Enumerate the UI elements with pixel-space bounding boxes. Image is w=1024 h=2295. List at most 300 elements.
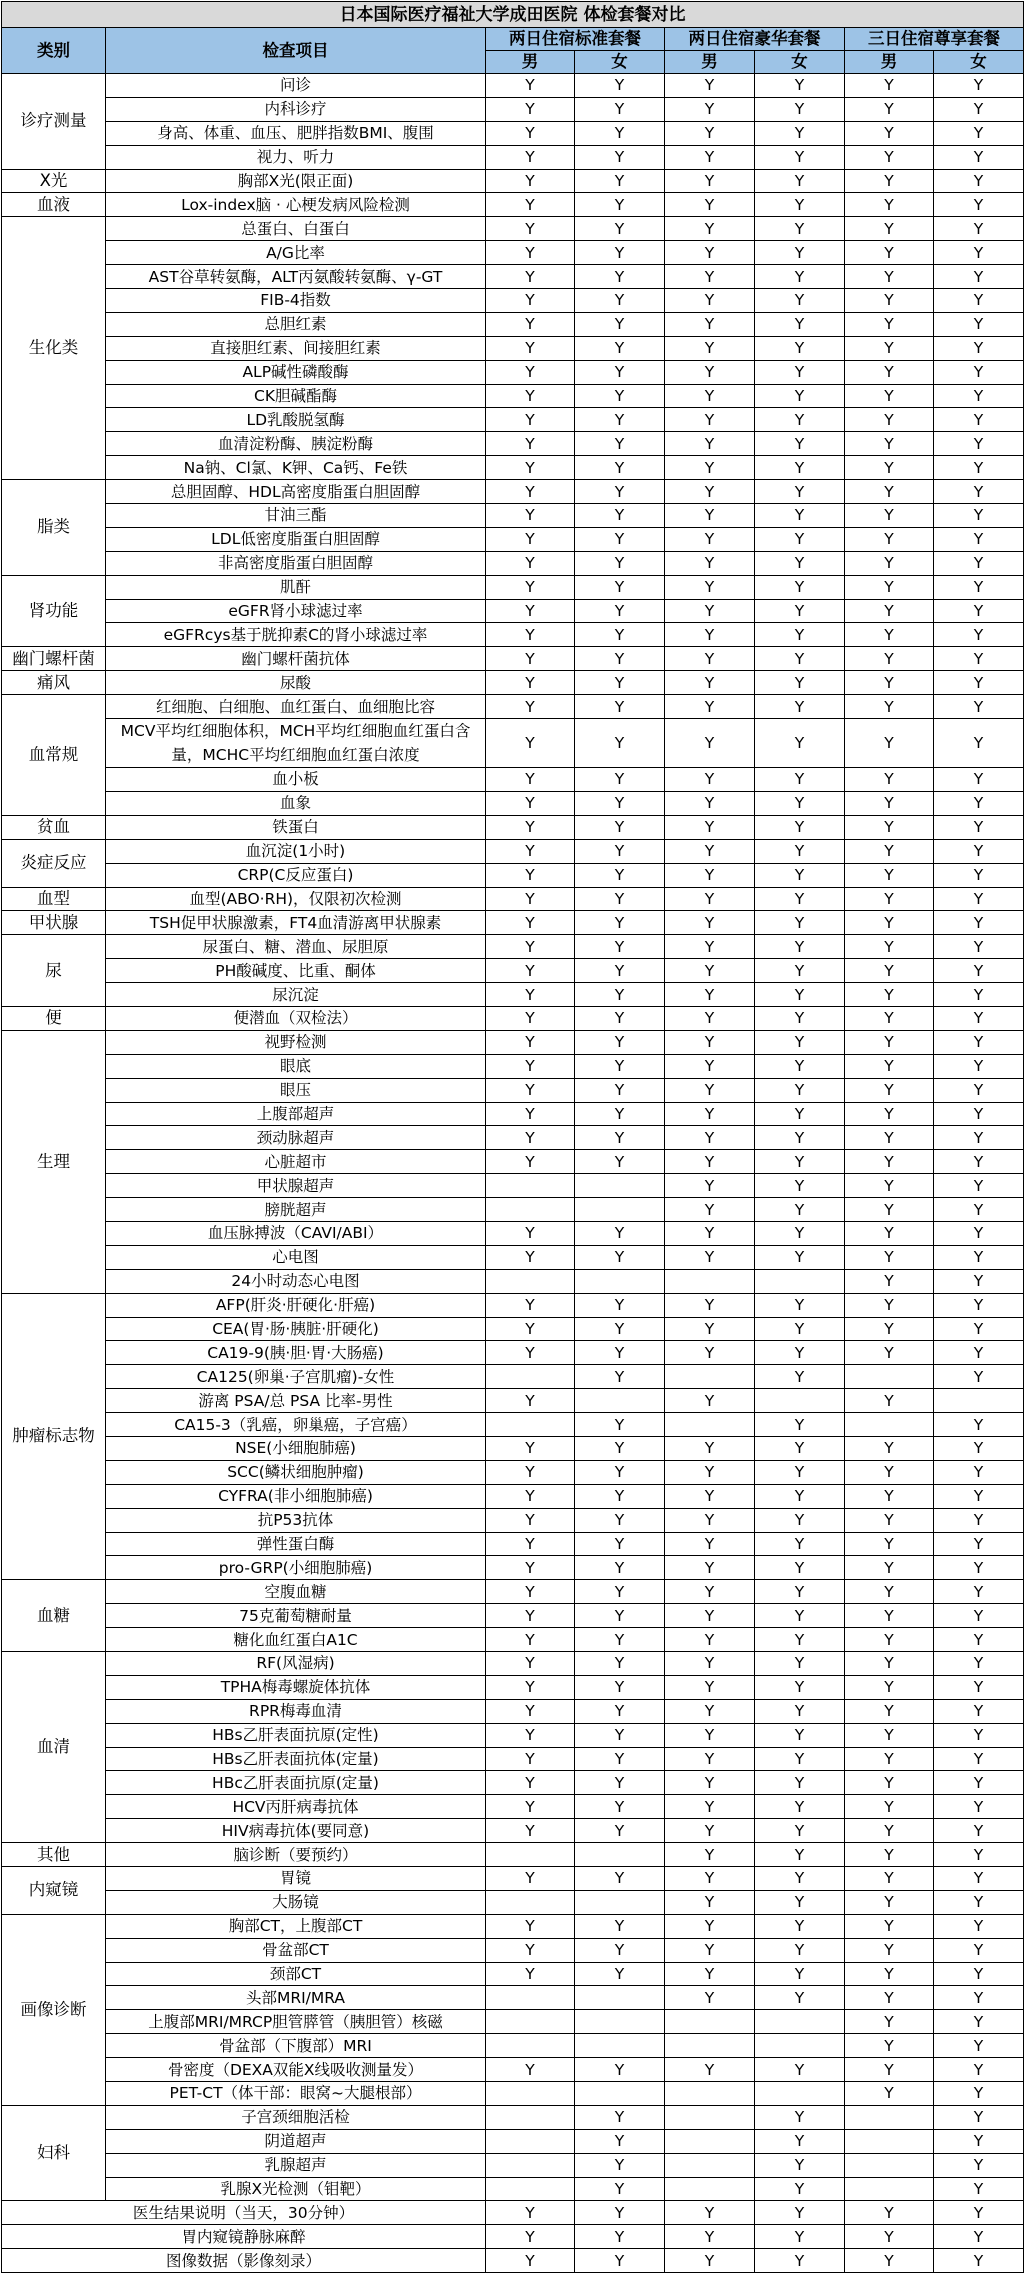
- mark-cell: Y: [755, 384, 845, 408]
- mark-cell: Y: [575, 2153, 665, 2177]
- mark-cell: Y: [575, 289, 665, 313]
- item-cell: 颈动脉超声: [106, 1126, 486, 1150]
- item-cell: 骨盆部（下腹部）MRI: [106, 2034, 486, 2058]
- mark-cell: Y: [934, 1532, 1024, 1556]
- table-row: [2, 1532, 1024, 1556]
- mark-cell: Y: [845, 97, 934, 121]
- mark-cell: Y: [845, 2082, 934, 2106]
- mark-cell: Y: [755, 2058, 845, 2082]
- item-cell: 大肠镜: [106, 1890, 486, 1914]
- mark-cell: Y: [486, 1914, 575, 1938]
- mark-cell: Y: [665, 1843, 755, 1867]
- mark-cell: Y: [575, 169, 665, 193]
- mark-cell: Y: [934, 671, 1024, 695]
- mark-cell: Y: [934, 911, 1024, 935]
- mark-cell: Y: [845, 504, 934, 528]
- mark-cell: Y: [665, 863, 755, 887]
- mark-cell: Y: [486, 1078, 575, 1102]
- mark-cell: Y: [755, 1628, 845, 1652]
- mark-cell: Y: [845, 983, 934, 1007]
- mark-cell: Y: [845, 1484, 934, 1508]
- mark-cell: Y: [665, 1771, 755, 1795]
- table-row: [2, 145, 1024, 169]
- category-cell: 生理: [2, 1030, 106, 1293]
- item-cell: NSE(小细胞肺癌): [106, 1436, 486, 1460]
- item-cell: 血沉淀(1小时): [106, 839, 486, 863]
- mark-cell: Y: [486, 647, 575, 671]
- mark-cell: Y: [934, 193, 1024, 217]
- mark-cell: Y: [845, 2201, 934, 2225]
- mark-cell: Y: [575, 1556, 665, 1580]
- table-row: [2, 1747, 1024, 1771]
- mark-cell: [486, 2129, 575, 2153]
- item-cell: CYFRA(非小细胞肺癌): [106, 1484, 486, 1508]
- item-cell: 胸部X光(限正面): [106, 169, 486, 193]
- table-row: [2, 1054, 1024, 1078]
- mark-cell: Y: [575, 647, 665, 671]
- mark-cell: Y: [845, 719, 934, 768]
- table-row: [2, 1365, 1024, 1389]
- mark-cell: Y: [845, 1460, 934, 1484]
- item-cell: 甘油三酯: [106, 504, 486, 528]
- mark-cell: Y: [486, 2058, 575, 2082]
- mark-cell: Y: [755, 1006, 845, 1030]
- mark-cell: Y: [486, 97, 575, 121]
- item-cell: 直接胆红素、间接胆红素: [106, 336, 486, 360]
- mark-cell: Y: [486, 193, 575, 217]
- table-row: [2, 1269, 1024, 1293]
- category-cell: 痛风: [2, 671, 106, 695]
- mark-cell: Y: [755, 1795, 845, 1819]
- item-cell: 血小板: [106, 768, 486, 792]
- mark-cell: Y: [575, 74, 665, 98]
- mark-cell: Y: [665, 1652, 755, 1676]
- table-row: [2, 504, 1024, 528]
- mark-cell: Y: [934, 1006, 1024, 1030]
- category-cell: 炎症反应: [2, 839, 106, 887]
- table-row: [2, 791, 1024, 815]
- mark-cell: Y: [575, 2058, 665, 2082]
- mark-cell: Y: [486, 504, 575, 528]
- table-row: [2, 1317, 1024, 1341]
- mark-cell: Y: [845, 1747, 934, 1771]
- mark-cell: [486, 1986, 575, 2010]
- mark-cell: Y: [755, 1604, 845, 1628]
- item-cell: 身高、体重、血压、肥胖指数BMI、腹围: [106, 121, 486, 145]
- mark-cell: Y: [845, 193, 934, 217]
- mark-cell: Y: [665, 719, 755, 768]
- mark-cell: Y: [845, 599, 934, 623]
- mark-cell: Y: [845, 863, 934, 887]
- table-row: [2, 97, 1024, 121]
- item-cell: 空腹血糖: [106, 1580, 486, 1604]
- mark-cell: Y: [486, 1317, 575, 1341]
- mark-cell: Y: [755, 1245, 845, 1269]
- mark-cell: Y: [575, 1580, 665, 1604]
- mark-cell: Y: [665, 935, 755, 959]
- item-cell: 总胆固醇、HDL高密度脂蛋白胆固醇: [106, 480, 486, 504]
- mark-cell: Y: [845, 1293, 934, 1317]
- mark-cell: Y: [934, 647, 1024, 671]
- table-row: [2, 456, 1024, 480]
- mark-cell: Y: [665, 551, 755, 575]
- table-row: [2, 1771, 1024, 1795]
- mark-cell: Y: [665, 1580, 755, 1604]
- mark-cell: Y: [575, 671, 665, 695]
- mark-cell: Y: [486, 2249, 575, 2273]
- table-row: [2, 312, 1024, 336]
- mark-cell: Y: [665, 1198, 755, 1222]
- mark-cell: Y: [845, 1054, 934, 1078]
- item-cell: 尿酸: [106, 671, 486, 695]
- mark-cell: Y: [934, 695, 1024, 719]
- mark-cell: Y: [575, 959, 665, 983]
- category-cell: X光: [2, 169, 106, 193]
- mark-cell: [575, 1890, 665, 1914]
- item-cell: 非高密度脂蛋白胆固醇: [106, 551, 486, 575]
- item-cell: pro-GRP(小细胞肺癌): [106, 1556, 486, 1580]
- mark-cell: Y: [845, 336, 934, 360]
- mark-cell: Y: [575, 1245, 665, 1269]
- mark-cell: Y: [755, 74, 845, 98]
- item-cell: 弹性蛋白酶: [106, 1532, 486, 1556]
- mark-cell: Y: [845, 360, 934, 384]
- mark-cell: Y: [486, 241, 575, 265]
- mark-cell: Y: [665, 911, 755, 935]
- mark-cell: Y: [755, 911, 845, 935]
- mark-cell: Y: [934, 1269, 1024, 1293]
- table-row: [2, 1030, 1024, 1054]
- category-cell: 血型: [2, 887, 106, 911]
- mark-cell: Y: [845, 1532, 934, 1556]
- item-cell: 医生结果说明（当天，30分钟）: [2, 2201, 486, 2225]
- item-cell: 骨密度（DEXA双能X线吸收测量发）: [106, 2058, 486, 2082]
- mark-cell: Y: [934, 1795, 1024, 1819]
- mark-cell: Y: [665, 1102, 755, 1126]
- mark-cell: Y: [665, 1532, 755, 1556]
- mark-cell: [665, 2034, 755, 2058]
- mark-cell: [665, 2153, 755, 2177]
- mark-cell: Y: [755, 169, 845, 193]
- table-row: [2, 647, 1024, 671]
- item-cell: 抗P53抗体: [106, 1508, 486, 1532]
- table-row: [2, 360, 1024, 384]
- mark-cell: Y: [575, 1508, 665, 1532]
- table-row: [2, 719, 1024, 768]
- title-row: [2, 2, 1024, 28]
- mark-cell: Y: [845, 1341, 934, 1365]
- mark-cell: Y: [665, 312, 755, 336]
- table-row: [2, 1413, 1024, 1437]
- mark-cell: Y: [486, 1054, 575, 1078]
- mark-cell: Y: [486, 839, 575, 863]
- mark-cell: Y: [665, 575, 755, 599]
- table-row: [2, 527, 1024, 551]
- mark-cell: Y: [665, 241, 755, 265]
- item-cell: PH酸碱度、比重、酮体: [106, 959, 486, 983]
- mark-cell: Y: [486, 1795, 575, 1819]
- mark-cell: Y: [755, 217, 845, 241]
- mark-cell: Y: [665, 336, 755, 360]
- mark-cell: Y: [755, 480, 845, 504]
- mark-cell: Y: [845, 527, 934, 551]
- item-cell: 血象: [106, 791, 486, 815]
- mark-cell: Y: [575, 1795, 665, 1819]
- table-row: [2, 935, 1024, 959]
- table-row: [2, 815, 1024, 839]
- mark-cell: Y: [755, 1652, 845, 1676]
- mark-cell: Y: [845, 456, 934, 480]
- mark-cell: Y: [845, 1245, 934, 1269]
- table-row: [2, 1006, 1024, 1030]
- item-cell: 阴道超声: [106, 2129, 486, 2153]
- mark-cell: Y: [845, 1723, 934, 1747]
- mark-cell: Y: [575, 1365, 665, 1389]
- mark-cell: Y: [575, 1604, 665, 1628]
- mark-cell: Y: [665, 480, 755, 504]
- mark-cell: Y: [575, 575, 665, 599]
- category-cell: 甲状腺: [2, 911, 106, 935]
- mark-cell: Y: [845, 312, 934, 336]
- table-row: [2, 2225, 1024, 2249]
- mark-cell: Y: [486, 1389, 575, 1413]
- mark-cell: Y: [934, 1078, 1024, 1102]
- mark-cell: Y: [665, 1675, 755, 1699]
- category-cell: 血液: [2, 193, 106, 217]
- table-row: [2, 193, 1024, 217]
- mark-cell: Y: [575, 1317, 665, 1341]
- mark-cell: Y: [755, 97, 845, 121]
- mark-cell: Y: [934, 1150, 1024, 1174]
- mark-cell: Y: [486, 911, 575, 935]
- mark-cell: Y: [934, 863, 1024, 887]
- mark-cell: Y: [755, 1030, 845, 1054]
- mark-cell: Y: [486, 408, 575, 432]
- mark-cell: Y: [845, 1436, 934, 1460]
- mark-cell: [665, 2010, 755, 2034]
- mark-cell: Y: [486, 623, 575, 647]
- mark-cell: Y: [845, 432, 934, 456]
- header-female: 女: [934, 51, 1024, 74]
- mark-cell: Y: [486, 169, 575, 193]
- mark-cell: Y: [845, 217, 934, 241]
- item-cell: SCC(鳞状细胞肿瘤): [106, 1460, 486, 1484]
- category-cell: 贫血: [2, 815, 106, 839]
- mark-cell: Y: [486, 1699, 575, 1723]
- mark-cell: Y: [845, 2249, 934, 2273]
- mark-cell: [486, 2034, 575, 2058]
- table-row: [2, 217, 1024, 241]
- mark-cell: Y: [575, 815, 665, 839]
- mark-cell: Y: [665, 839, 755, 863]
- mark-cell: Y: [934, 74, 1024, 98]
- mark-cell: Y: [934, 121, 1024, 145]
- mark-cell: Y: [934, 432, 1024, 456]
- mark-cell: Y: [665, 768, 755, 792]
- mark-cell: [665, 2177, 755, 2201]
- mark-cell: Y: [755, 599, 845, 623]
- mark-cell: Y: [934, 408, 1024, 432]
- mark-cell: Y: [934, 935, 1024, 959]
- mark-cell: [575, 1389, 665, 1413]
- item-cell: MCV平均红细胞体积，MCH平均红细胞血红蛋白含量，MCHC平均红细胞血红蛋白浓度: [106, 719, 486, 768]
- header-row-1: [2, 28, 1024, 51]
- table-row: [2, 2082, 1024, 2106]
- mark-cell: Y: [934, 527, 1024, 551]
- mark-cell: Y: [665, 1293, 755, 1317]
- mark-cell: Y: [755, 1532, 845, 1556]
- mark-cell: Y: [755, 623, 845, 647]
- item-cell: CEA(胃·肠·胰脏·肝硬化): [106, 1317, 486, 1341]
- mark-cell: Y: [934, 1699, 1024, 1723]
- table-row: [2, 1484, 1024, 1508]
- mark-cell: Y: [575, 1938, 665, 1962]
- item-cell: RPR梅毒血清: [106, 1699, 486, 1723]
- mark-cell: Y: [575, 2225, 665, 2249]
- mark-cell: Y: [755, 121, 845, 145]
- mark-cell: [486, 2082, 575, 2106]
- mark-cell: Y: [665, 217, 755, 241]
- mark-cell: Y: [575, 1030, 665, 1054]
- table-row: [2, 1389, 1024, 1413]
- item-cell: 血压脉搏波（CAVI/ABI）: [106, 1221, 486, 1245]
- mark-cell: Y: [755, 671, 845, 695]
- mark-cell: Y: [755, 241, 845, 265]
- mark-cell: Y: [575, 1078, 665, 1102]
- item-cell: 血型(ABO·RH)，仅限初次检测: [106, 887, 486, 911]
- mark-cell: Y: [845, 1795, 934, 1819]
- mark-cell: Y: [845, 1652, 934, 1676]
- mark-cell: [575, 1198, 665, 1222]
- mark-cell: Y: [755, 1436, 845, 1460]
- mark-cell: Y: [575, 768, 665, 792]
- table-row: [2, 1675, 1024, 1699]
- mark-cell: Y: [755, 360, 845, 384]
- mark-cell: Y: [486, 695, 575, 719]
- mark-cell: Y: [934, 2082, 1024, 2106]
- mark-cell: Y: [934, 1771, 1024, 1795]
- mark-cell: Y: [755, 647, 845, 671]
- mark-cell: Y: [845, 1843, 934, 1867]
- mark-cell: Y: [934, 1508, 1024, 1532]
- item-cell: 脑诊断（要预约）: [106, 1843, 486, 1867]
- table-row: [2, 2201, 1024, 2225]
- table-row: [2, 1795, 1024, 1819]
- mark-cell: Y: [755, 1365, 845, 1389]
- mark-cell: Y: [934, 1341, 1024, 1365]
- mark-cell: Y: [755, 863, 845, 887]
- mark-cell: Y: [486, 1604, 575, 1628]
- mark-cell: [845, 2105, 934, 2129]
- mark-cell: Y: [486, 432, 575, 456]
- mark-cell: [755, 1389, 845, 1413]
- category-cell: 内窥镜: [2, 1867, 106, 1915]
- mark-cell: [486, 1413, 575, 1437]
- mark-cell: Y: [486, 599, 575, 623]
- mark-cell: Y: [665, 456, 755, 480]
- mark-cell: [665, 2105, 755, 2129]
- item-cell: 乳腺超声: [106, 2153, 486, 2177]
- mark-cell: Y: [934, 1460, 1024, 1484]
- table-row: [2, 671, 1024, 695]
- mark-cell: Y: [575, 935, 665, 959]
- mark-cell: Y: [845, 959, 934, 983]
- mark-cell: Y: [665, 1054, 755, 1078]
- table-row: [2, 1986, 1024, 2010]
- mark-cell: Y: [934, 1174, 1024, 1198]
- mark-cell: Y: [934, 983, 1024, 1007]
- mark-cell: Y: [755, 935, 845, 959]
- mark-cell: Y: [575, 1771, 665, 1795]
- package-comparison-table: [1, 1, 1024, 2273]
- item-cell: 视力、听力: [106, 145, 486, 169]
- mark-cell: Y: [934, 360, 1024, 384]
- table-row: [2, 1604, 1024, 1628]
- mark-cell: Y: [755, 1867, 845, 1891]
- mark-cell: Y: [755, 1293, 845, 1317]
- mark-cell: Y: [486, 2201, 575, 2225]
- mark-cell: Y: [575, 1436, 665, 1460]
- mark-cell: Y: [755, 1484, 845, 1508]
- mark-cell: Y: [486, 1819, 575, 1843]
- table-row: [2, 1890, 1024, 1914]
- table-row: [2, 289, 1024, 313]
- category-cell: 血常规: [2, 695, 106, 816]
- category-cell: 妇科: [2, 2105, 106, 2201]
- mark-cell: Y: [575, 97, 665, 121]
- mark-cell: Y: [755, 1174, 845, 1198]
- mark-cell: Y: [486, 863, 575, 887]
- mark-cell: Y: [665, 504, 755, 528]
- table-row: [2, 1221, 1024, 1245]
- mark-cell: Y: [575, 1293, 665, 1317]
- mark-cell: Y: [755, 1580, 845, 1604]
- mark-cell: Y: [486, 336, 575, 360]
- mark-cell: [575, 1843, 665, 1867]
- mark-cell: Y: [934, 575, 1024, 599]
- mark-cell: Y: [486, 217, 575, 241]
- mark-cell: Y: [575, 1867, 665, 1891]
- table-row: [2, 2177, 1024, 2201]
- mark-cell: Y: [845, 289, 934, 313]
- item-cell: 子宫颈细胞活检: [106, 2105, 486, 2129]
- item-cell: 上腹部超声: [106, 1102, 486, 1126]
- mark-cell: Y: [575, 911, 665, 935]
- mark-cell: Y: [934, 1126, 1024, 1150]
- mark-cell: Y: [665, 145, 755, 169]
- mark-cell: Y: [934, 169, 1024, 193]
- mark-cell: Y: [665, 1938, 755, 1962]
- mark-cell: Y: [845, 1556, 934, 1580]
- mark-cell: Y: [665, 1914, 755, 1938]
- table-row: [2, 1126, 1024, 1150]
- mark-cell: Y: [575, 408, 665, 432]
- table-row: [2, 1341, 1024, 1365]
- table-row: [2, 480, 1024, 504]
- mark-cell: Y: [934, 384, 1024, 408]
- mark-cell: Y: [755, 2225, 845, 2249]
- table-row: [2, 1867, 1024, 1891]
- mark-cell: Y: [486, 1245, 575, 1269]
- mark-cell: Y: [575, 623, 665, 647]
- category-cell: 尿: [2, 935, 106, 1007]
- table-row: [2, 1460, 1024, 1484]
- mark-cell: Y: [845, 384, 934, 408]
- mark-cell: Y: [575, 360, 665, 384]
- mark-cell: Y: [665, 671, 755, 695]
- mark-cell: Y: [845, 2010, 934, 2034]
- mark-cell: Y: [755, 2153, 845, 2177]
